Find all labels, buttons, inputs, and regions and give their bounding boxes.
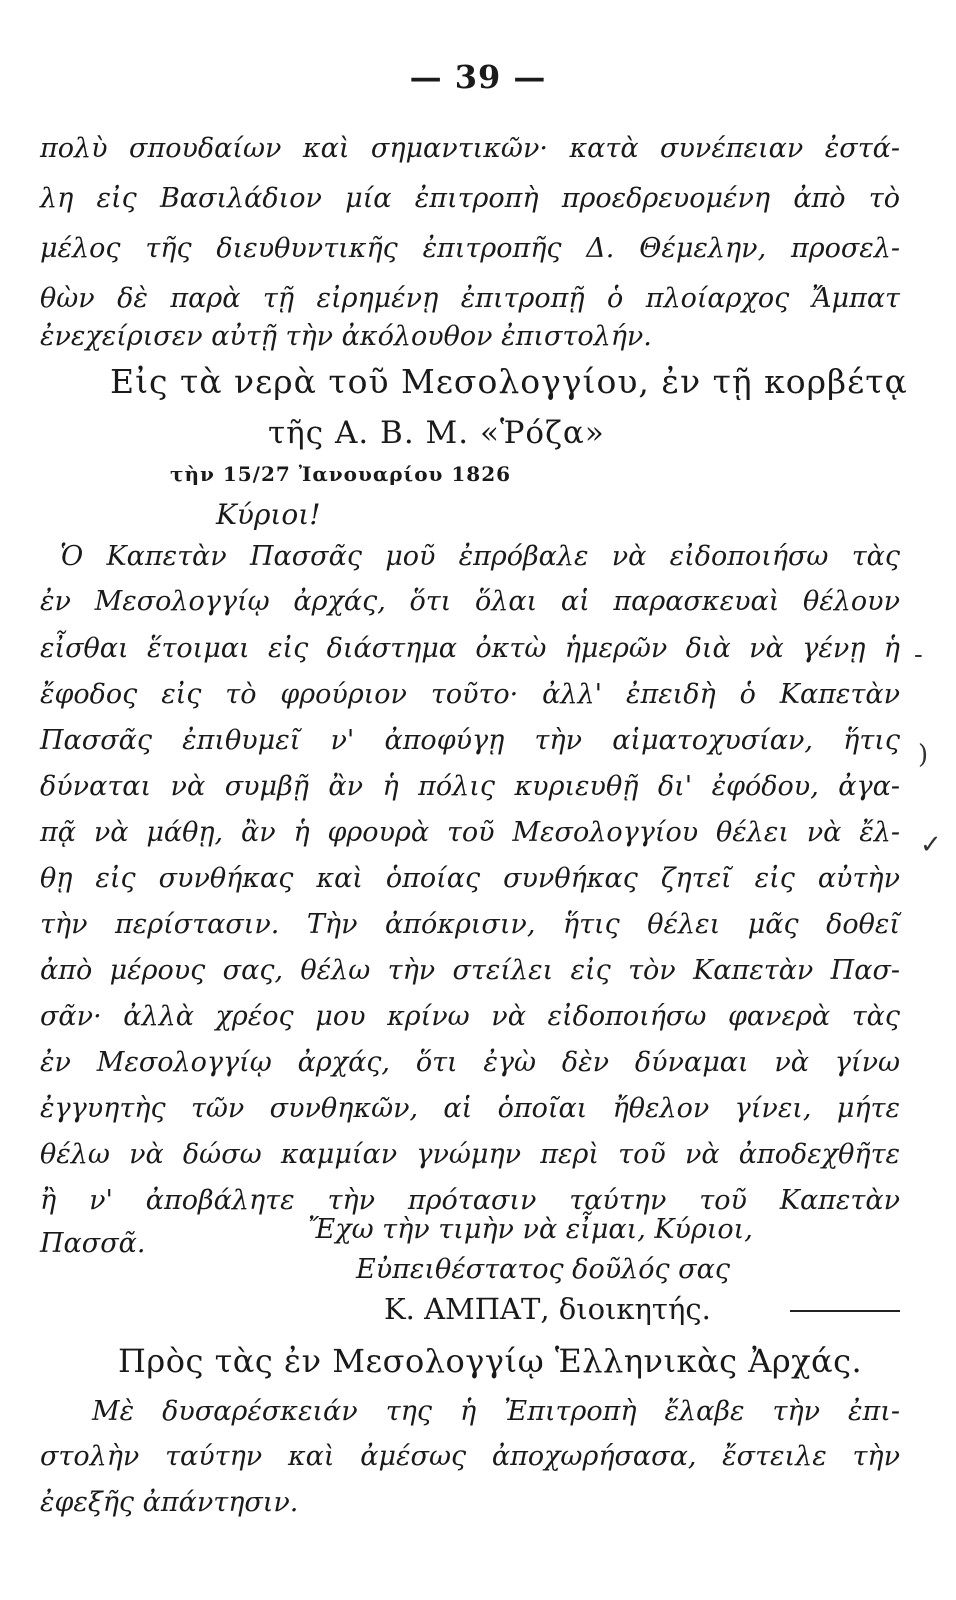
margin-dash-mark: - xyxy=(914,640,923,670)
addressee: Πρὸς τὰς ἐν Μεσολογγίῳ Ἑλληνικὰς Ἀρχάς. xyxy=(118,1342,863,1380)
text-line: ἀπὸ μέρους σας, θέλω τὴν στείλει εἰς τὸν Καπετὰν Πασ- xyxy=(40,955,900,986)
text-line: ἐνεχείρισεν αὐτῇ τὴν ἀκόλουθον ἐπιστολήν. xyxy=(40,321,652,352)
text-line: μέλος τῆς διευθυντικῆς ἐπιτροπῆς Δ. Θέμελην, προσελ- xyxy=(40,233,900,264)
text-line: Μὲ δυσαρέσκειάν της ἡ Ἐπιτροπὴ ἔλαβε τὴν ἐπι- xyxy=(92,1396,900,1427)
page-number: — 39 — xyxy=(409,58,547,96)
text-line: ἐγγυητὴς τῶν συνθηκῶν, αἱ ὁποῖαι ἤθελον γίνει, μήτε xyxy=(40,1093,900,1124)
signature: Κ. ΑΜΠΑΤ, διοικητής. xyxy=(384,1292,711,1326)
signature-dash xyxy=(790,1310,900,1312)
text-line: θέλω νὰ δώσω καμμίαν γνώμην περὶ τοῦ νὰ ἀποδεχθῆτε xyxy=(40,1139,900,1170)
salutation: Κύριοι! xyxy=(216,498,321,531)
text-line: τὴν περίστασιν. Τὴν ἀπόκρισιν, ἥτις θέλει μᾶς δοθεῖ xyxy=(40,909,900,940)
text-line: Ὁ Καπετὰν Πασσᾶς μοῦ ἐπρόβαλε νὰ εἰδοποιήσω τὰς xyxy=(60,541,900,572)
text-line: στολὴν ταύτην καὶ ἀμέσως ἀποχωρήσασα, ἔστειλε τὴν xyxy=(40,1441,900,1472)
text-line: ἐν Μεσολογγίῳ ἀρχάς, ὅτι ὅλαι αἱ παρασκευαὶ θέλουν xyxy=(40,586,900,617)
text-line: θὼν δὲ παρὰ τῇ εἰρημένῃ ἐπιτροπῇ ὁ πλοίαρχος Ἄμπατ xyxy=(40,283,900,314)
text-line: πᾷ νὰ μάθῃ, ἂν ἡ φρουρὰ τοῦ Μεσολογγίου θέλει νὰ ἔλ- xyxy=(40,817,900,848)
closing-line: Ἔχω τὴν τιμὴν νὰ εἶμαι, Κύριοι, xyxy=(308,1214,753,1245)
text-line: ἐφεξῆς ἀπάντησιν. xyxy=(40,1487,299,1518)
text-line: σᾶν· ἀλλὰ χρέος μου κρίνω νὰ εἰδοποιήσω φανερὰ τὰς xyxy=(40,1001,900,1032)
margin-tick-mark: ) xyxy=(918,740,929,770)
text-line: δύναται νὰ συμβῇ ἂν ἡ πόλις κυριευθῇ δι' ἐφόδου, ἀγα- xyxy=(40,771,900,802)
servant-line: Εὐπειθέστατος δοῦλός σας xyxy=(356,1254,730,1285)
text-line: ἐν Μεσολογγίῳ ἀρχάς, ὅτι ἐγὼ δὲν δύναμαι νὰ γίνω xyxy=(40,1047,900,1078)
text-line: Πασσᾶς ἐπιθυμεῖ ν' ἀποφύγῃ τὴν αἱματοχυσίαν, ἥτις xyxy=(40,725,900,756)
text-line: ἔφοδος εἰς τὸ φρούριον τοῦτο· ἀλλ' ἐπειδὴ ὁ Καπετὰν xyxy=(40,679,900,710)
letter-date: τὴν 15/27 Ἰανουαρίου 1826 xyxy=(170,462,512,486)
text-line: Πασσᾶ. xyxy=(40,1228,146,1259)
text-line: ἢ ν' ἀποβάλητε τὴν πρότασιν ταύτην τοῦ Καπετὰν xyxy=(40,1185,900,1216)
text-line: εἶσθαι ἕτοιμαι εἰς διάστημα ὀκτὼ ἡμερῶν διὰ νὰ γένῃ ἡ xyxy=(40,633,900,664)
text-line: θῃ εἰς συνθήκας καὶ ὁποίας συνθήκας ζητεῖ εἰς αὐτὴν xyxy=(40,863,900,894)
text-line: λη εἰς Βασιλάδιον μία ἐπιτροπὴ προεδρευομένη ἀπὸ τὸ xyxy=(40,183,900,214)
letter-location: Εἰς τὰ νερὰ τοῦ Μεσολογγίου, ἐν τῇ κορβέτᾳ xyxy=(110,362,908,401)
text-line: πολὺ σπουδαίων καὶ σημαντικῶν· κατὰ συνέπειαν ἐστά- xyxy=(40,133,900,164)
margin-check-mark: ✓ xyxy=(920,830,942,860)
letter-ship: τῆς Α. Β. Μ. «Ῥόζα» xyxy=(268,415,605,451)
